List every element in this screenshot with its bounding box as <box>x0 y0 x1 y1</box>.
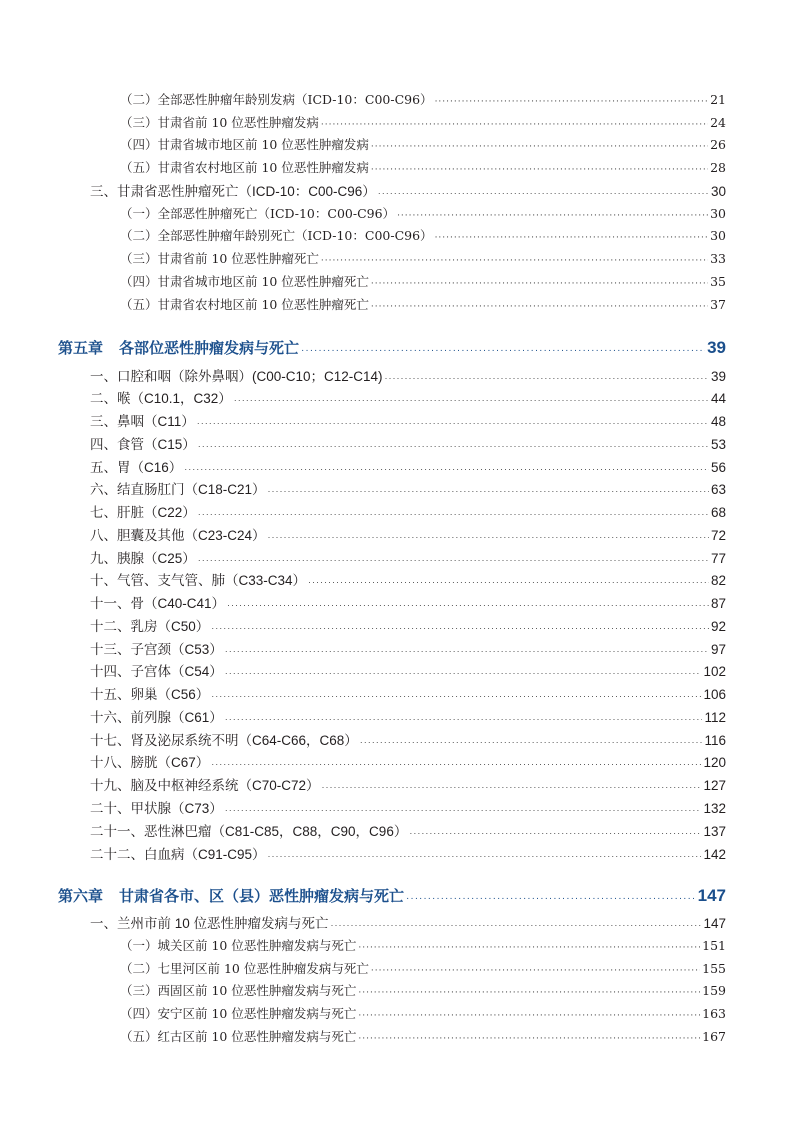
toc-entry-page: 26 <box>710 137 726 152</box>
toc-section-page: 147 <box>703 916 726 931</box>
toc-entry-page: 28 <box>710 160 726 175</box>
toc-section[interactable] <box>90 774 726 794</box>
toc-chapter[interactable] <box>58 337 726 358</box>
chapter-title: 甘肃省各市、区（县）恶性肿瘤发病与死亡 <box>119 888 405 905</box>
toc-section[interactable] <box>90 547 726 567</box>
toc-section[interactable] <box>90 501 726 521</box>
toc-section[interactable] <box>90 433 726 453</box>
dot-leader <box>435 97 709 107</box>
toc-entry-label: （三）甘肃省前 10 位恶性肿瘤发病 <box>120 115 319 130</box>
toc-section-label: 二、喉（C10.1，C32） <box>90 391 232 406</box>
toc-section[interactable] <box>90 387 726 407</box>
dot-leader <box>198 509 709 519</box>
toc-entry-label: （二）全部恶性肿瘤年龄别死亡（ICD-10：C00-C96） <box>120 228 433 243</box>
toc-entry-label: （五）甘肃省农村地区前 10 位恶性肿瘤发病 <box>120 160 369 175</box>
toc-entry[interactable] <box>120 272 726 290</box>
toc-section[interactable] <box>90 456 726 476</box>
toc-section-page: 39 <box>710 369 726 384</box>
toc-entry-label: （四）甘肃省城市地区前 10 位恶性肿瘤死亡 <box>120 274 369 289</box>
toc-entry-label: （二）七里河区前 10 位恶性肿瘤发病与死亡 <box>120 961 369 976</box>
dot-leader <box>321 120 708 130</box>
toc-section[interactable] <box>90 615 726 635</box>
dot-leader <box>397 211 708 221</box>
dot-leader <box>360 737 703 747</box>
toc-section[interactable] <box>90 569 726 589</box>
dot-leader <box>211 759 701 769</box>
toc-section-page: 77 <box>710 551 726 566</box>
dot-leader <box>435 233 709 243</box>
toc-entry[interactable] <box>120 135 726 153</box>
toc-section-label: 九、胰腺（C25） <box>90 551 196 566</box>
toc-section-label: 二十一、恶性淋巴瘤（C81-C85，C88，C90，C96） <box>90 824 408 839</box>
toc-section-page: 63 <box>710 482 726 497</box>
toc-entry[interactable] <box>120 158 726 176</box>
dot-leader <box>358 943 700 953</box>
toc-entry[interactable] <box>120 1004 726 1022</box>
toc-section-page: 48 <box>710 414 726 429</box>
toc-section[interactable] <box>90 843 726 863</box>
toc-entry-label: （五）红古区前 10 位恶性肿瘤发病与死亡 <box>120 1029 357 1044</box>
toc-entry-label: （三）西固区前 10 位恶性肿瘤发病与死亡 <box>120 983 357 998</box>
chapter-number: 第六章 <box>58 888 104 905</box>
toc-entry-page: 30 <box>710 206 726 221</box>
dot-leader <box>371 165 708 175</box>
toc-section-page: 116 <box>704 733 726 748</box>
toc-section-label: 一、口腔和咽（除外鼻咽）(C00-C10；C12-C14) <box>90 369 383 384</box>
toc-section-page: 120 <box>703 755 726 770</box>
dot-leader <box>268 532 709 542</box>
toc-section-page: 102 <box>703 664 726 679</box>
toc-entry-label: （二）全部恶性肿瘤年龄别发病（ICD-10：C00-C96） <box>120 92 433 107</box>
dot-leader <box>321 256 708 266</box>
toc-section-label: 二十二、白血病（C91-C95） <box>90 847 266 862</box>
dot-leader <box>197 418 709 428</box>
toc-entry[interactable] <box>120 981 726 999</box>
dot-leader <box>225 646 709 656</box>
toc-entry[interactable] <box>120 90 726 108</box>
toc-section-label: 八、胆囊及其他（C23-C24） <box>90 528 266 543</box>
dot-leader <box>198 555 709 565</box>
toc-entry[interactable] <box>120 204 726 222</box>
dot-leader <box>227 600 709 610</box>
dot-leader <box>331 920 702 930</box>
dot-leader <box>358 988 700 998</box>
toc-section[interactable] <box>90 683 726 703</box>
dot-leader <box>225 668 702 678</box>
dot-leader <box>301 345 705 356</box>
toc-section-page: 56 <box>710 460 726 475</box>
dot-leader <box>358 1011 700 1021</box>
toc-section-label: 四、食管（C15） <box>90 437 196 452</box>
toc-section[interactable] <box>90 820 726 840</box>
toc-section[interactable] <box>90 592 726 612</box>
toc-entry[interactable] <box>120 1027 726 1045</box>
toc-section[interactable] <box>90 706 726 726</box>
toc-section-page: 106 <box>703 687 726 702</box>
dot-leader <box>409 828 701 838</box>
toc-section[interactable] <box>90 660 726 680</box>
toc-entry-page: 163 <box>702 1006 726 1021</box>
toc-section-label: 十七、肾及泌尿系统不明（C64-C66，C68） <box>90 733 358 748</box>
toc-section-label: 十一、骨（C40-C41） <box>90 596 226 611</box>
toc-section-label: 十二、乳房（C50） <box>90 619 210 634</box>
toc-section-page: 132 <box>703 801 726 816</box>
toc-section-label: 十九、脑及中枢神经系统（C70-C72） <box>90 778 320 793</box>
toc-section-label: 五、胃（C16） <box>90 460 183 475</box>
toc-section-label: 十六、前列腺（C61） <box>90 710 223 725</box>
toc-entry[interactable] <box>120 959 726 977</box>
toc-section-label: 十四、子宫体（C54） <box>90 664 223 679</box>
dot-leader <box>308 577 709 587</box>
dot-leader <box>211 623 709 633</box>
dot-leader <box>225 714 703 724</box>
toc-section-label: 十八、膀胱（C67） <box>90 755 210 770</box>
dot-leader <box>198 441 709 451</box>
dot-leader <box>225 805 702 815</box>
toc-section[interactable] <box>90 524 726 544</box>
toc-entry-page: 33 <box>710 251 726 266</box>
toc-entry-label: （一）全部恶性肿瘤死亡（ICD-10：C00-C96） <box>120 206 396 221</box>
toc-entry-page: 155 <box>702 961 726 976</box>
toc-entry-page: 30 <box>710 228 726 243</box>
chapter-title: 各部位恶性肿瘤发病与死亡 <box>119 340 300 357</box>
toc-entry-label: （一）城关区前 10 位恶性肿瘤发病与死亡 <box>120 938 357 953</box>
chapter-page: 39 <box>707 338 726 357</box>
toc-section[interactable] <box>90 797 726 817</box>
toc-entry-label: （五）甘肃省农村地区前 10 位恶性肿瘤死亡 <box>120 297 369 312</box>
toc-section-label: 十五、卵巢（C56） <box>90 687 210 702</box>
dot-leader <box>268 851 702 861</box>
dot-leader <box>371 966 700 976</box>
toc-section-page: 72 <box>710 528 726 543</box>
dot-leader <box>371 279 708 289</box>
toc-entry-page: 35 <box>710 274 726 289</box>
toc-section-page: 142 <box>703 847 726 862</box>
toc-chapter[interactable] <box>58 885 726 906</box>
toc-section[interactable] <box>90 751 726 771</box>
toc-entry-page: 159 <box>702 983 726 998</box>
toc-entry-page: 24 <box>710 115 726 130</box>
toc-entry-label: （三）甘肃省前 10 位恶性肿瘤死亡 <box>120 251 319 266</box>
dot-leader <box>385 373 709 383</box>
chapter-number: 第五章 <box>58 340 104 357</box>
toc-section-page: 127 <box>703 778 726 793</box>
toc-section-page: 68 <box>710 505 726 520</box>
dot-leader <box>378 188 709 198</box>
toc-entry-page: 151 <box>702 938 726 953</box>
dot-leader <box>371 142 708 152</box>
toc-section[interactable] <box>90 410 726 430</box>
toc-section-label: 三、甘肃省恶性肿瘤死亡（ICD-10：C00-C96） <box>90 184 376 199</box>
dot-leader <box>358 1034 700 1044</box>
toc-section-page: 92 <box>710 619 726 634</box>
dot-leader <box>371 302 708 312</box>
toc-section-page: 87 <box>710 596 726 611</box>
toc-section-label: 六、结直肠肛门（C18-C21） <box>90 482 266 497</box>
toc-entry-page: 21 <box>710 92 726 107</box>
toc-entry[interactable] <box>120 226 726 244</box>
toc-section[interactable] <box>90 365 726 385</box>
toc-section-page: 44 <box>710 391 726 406</box>
toc-section-label: 十、气管、支气管、肺（C33-C34） <box>90 573 307 588</box>
toc-entry-label: （四）安宁区前 10 位恶性肿瘤发病与死亡 <box>120 1006 357 1021</box>
toc-section-page: 137 <box>703 824 726 839</box>
toc-section-page: 97 <box>710 642 726 657</box>
toc-section-label: 三、鼻咽（C11） <box>90 414 195 429</box>
toc-section-label: 七、肝脏（C22） <box>90 505 196 520</box>
toc-section-page: 82 <box>710 573 726 588</box>
toc-section[interactable] <box>90 478 726 498</box>
toc-section[interactable] <box>90 729 726 749</box>
dot-leader <box>211 691 701 701</box>
toc-section-label: 一、兰州市前 10 位恶性肿瘤发病与死亡 <box>90 916 329 931</box>
toc-section-page: 112 <box>704 710 726 725</box>
toc-section[interactable] <box>90 638 726 658</box>
toc-entry[interactable] <box>120 936 726 954</box>
dot-leader <box>184 464 709 474</box>
toc-section[interactable] <box>90 912 726 932</box>
toc-entry-page: 37 <box>710 297 726 312</box>
toc-entry-page: 167 <box>702 1029 726 1044</box>
dot-leader <box>268 486 709 496</box>
toc-entry-label: （四）甘肃省城市地区前 10 位恶性肿瘤发病 <box>120 137 369 152</box>
toc-section[interactable] <box>90 180 726 200</box>
toc-section-page: 30 <box>710 184 726 199</box>
chapter-page: 147 <box>697 886 726 905</box>
toc-entry[interactable] <box>120 113 726 131</box>
toc-entry[interactable] <box>120 295 726 313</box>
toc-entry[interactable] <box>120 249 726 267</box>
dot-leader <box>322 782 702 792</box>
dot-leader <box>234 395 709 405</box>
toc-section-page: 53 <box>710 437 726 452</box>
dot-leader <box>406 893 696 904</box>
toc-section-label: 十三、子宫颈（C53） <box>90 642 223 657</box>
toc-section-label: 二十、甲状腺（C73） <box>90 801 223 816</box>
